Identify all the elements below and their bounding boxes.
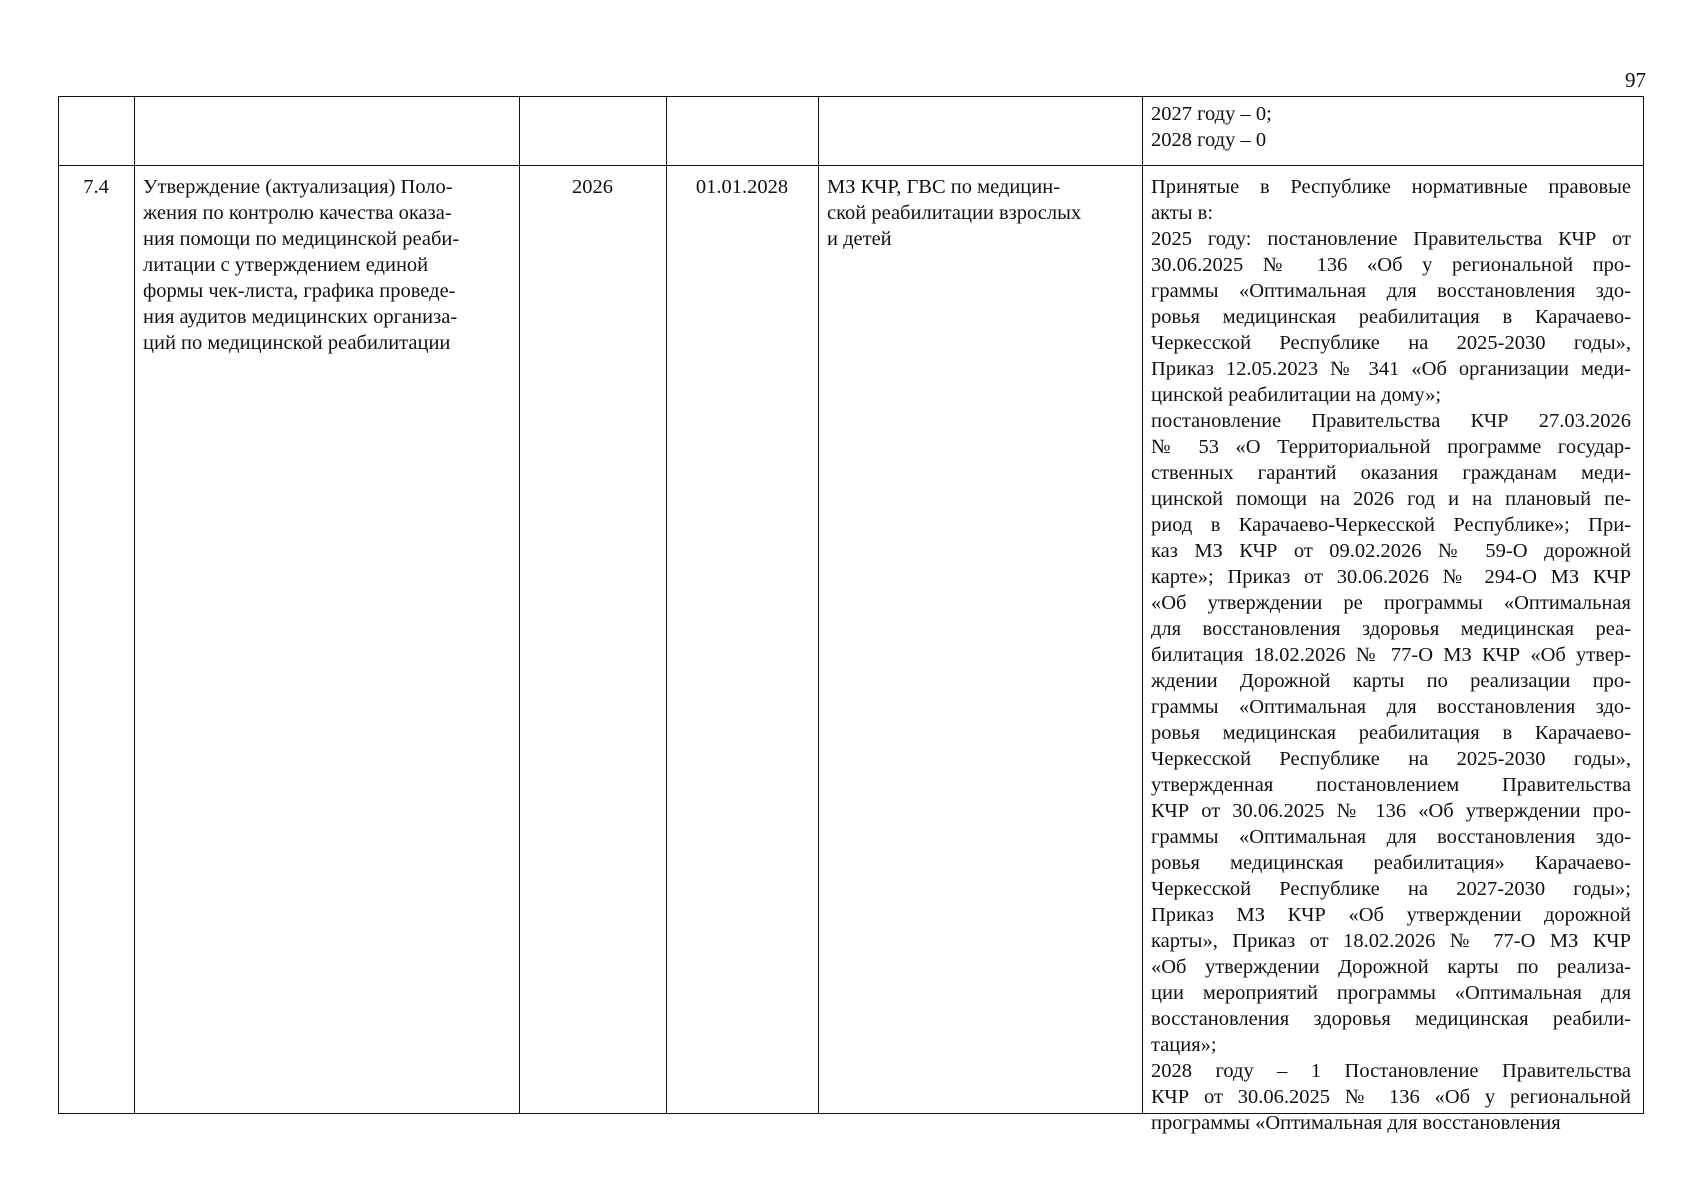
result-line: Черкесской Республике на 2025-2030 годы»,: [1151, 332, 1631, 354]
result-cell: [1151, 174, 1631, 1134]
responsible-cell: [827, 174, 1127, 252]
result-line: риод в Карачаево-Черкесской Республике»; При-: [1151, 514, 1631, 536]
responsible-line: и детей: [827, 228, 892, 250]
result-line: ровья медицинская реабилитация» Карачаево-: [1151, 852, 1631, 874]
table-top-border: [58, 96, 1644, 97]
result-line: «Об утверждении Дорожной карты по реализа-: [1151, 956, 1631, 978]
result-line: восстановления здоровья медицинская реабили-: [1151, 1008, 1631, 1030]
result-line: «Об утверждении ре программы «Оптимальная: [1151, 592, 1631, 614]
result-line: ждении Дорожной карты по реализации про-: [1151, 670, 1631, 692]
column-border: [58, 96, 59, 1114]
result-line: Черкесской Республике на 2025-2030 годы»,: [1151, 748, 1631, 770]
result-line: цинской помощи на 2026 год и на плановый пе-: [1151, 488, 1631, 510]
result-line: 2028 году – 1 Постановление Правительства: [1151, 1060, 1631, 1082]
column-border: [134, 96, 135, 1114]
activity-name-line: Утверждение (актуализация) Поло-: [143, 176, 453, 198]
end-date-cell: [666, 174, 818, 200]
column-border: [1643, 96, 1644, 1114]
result-line: КЧР от 30.06.2025 № 136 «Об у региональной: [1151, 1086, 1631, 1108]
page-number: 97: [1625, 68, 1646, 92]
start-year: 2026: [572, 176, 613, 198]
activity-name-line: жения по контролю качества оказа-: [143, 202, 452, 224]
activity-name-line: ций по медицинской реабилитации: [143, 332, 451, 354]
result-line: тация»;: [1151, 1034, 1217, 1056]
result-line: ровья медицинская реабилитация в Карачаево-: [1151, 306, 1631, 328]
result-line: Приказ 12.05.2023 № 341 «Об организации меди-: [1151, 358, 1631, 380]
result-line: ственных гарантий оказания гражданам меди-: [1151, 462, 1631, 484]
continuation-result-cell: [1151, 101, 1631, 153]
activity-name-cell: [143, 174, 503, 356]
result-line: программы «Оптимальная для восстановления: [1151, 1112, 1561, 1134]
result-line: № 53 «О Территориальной программе государ-: [1151, 436, 1631, 458]
result-line: 2025 году: постановление Правительства КЧР от: [1151, 228, 1631, 250]
result-line: ции мероприятий программы «Оптимальная для: [1151, 982, 1631, 1004]
document-table: [58, 96, 1644, 1134]
result-line: постановление Правительства КЧР 27.03.2026: [1151, 410, 1631, 432]
result-line: граммы «Оптимальная для восстановления здо-: [1151, 280, 1631, 302]
end-date: 01.01.2028: [695, 176, 789, 198]
column-border: [818, 96, 819, 1114]
result-line: Принятые в Республике нормативные правовые: [1151, 176, 1631, 198]
column-border: [1142, 96, 1143, 1114]
result-line: акты в:: [1151, 202, 1214, 224]
result-line: граммы «Оптимальная для восстановления здо-: [1151, 696, 1631, 718]
row-number-cell: [58, 174, 134, 200]
activity-name-line: литации с утверждением единой: [143, 254, 429, 276]
activity-name-line: формы чек-листа, графика проведе-: [143, 280, 456, 302]
result-line: билитация 18.02.2026 № 77-О МЗ КЧР «Об утвер-: [1151, 644, 1631, 666]
result-line: Черкесской Республике на 2027-2030 годы»;: [1151, 878, 1631, 900]
result-line: КЧР от 30.06.2025 № 136 «Об утверждении про-: [1151, 800, 1631, 822]
result-line: ровья медицинская реабилитация в Карачаево-: [1151, 722, 1631, 744]
result-line: утвержденная постановлением Правительства: [1151, 774, 1631, 796]
activity-name-line: ния аудитов медицинских организа-: [143, 306, 458, 328]
start-year-cell: [519, 174, 666, 200]
responsible-line: ской реабилитации взрослых: [827, 202, 1082, 224]
result-line: 30.06.2025 № 136 «Об у региональной про-: [1151, 254, 1631, 276]
responsible-line: МЗ КЧР, ГВС по медицин-: [827, 176, 1061, 198]
result-line: Приказ МЗ КЧР «Об утверждении дорожной: [1151, 904, 1631, 926]
activity-name-line: ния помощи по медицинской реаби-: [143, 228, 460, 250]
result-line: карты», Приказ от 18.02.2026 № 77-О МЗ КЧР: [1151, 930, 1631, 952]
result-line: для восстановления здоровья медицинская реа-: [1151, 618, 1631, 640]
continuation-line: 2027 году – 0;: [1151, 103, 1272, 125]
continuation-line: 2028 году – 0: [1151, 129, 1267, 151]
result-line: цинской реабилитации на дому»;: [1151, 384, 1442, 406]
row-number: 7.4: [83, 176, 109, 198]
column-border: [519, 96, 520, 1114]
result-line: карте»; Приказ от 30.06.2026 № 294-О МЗ КЧР: [1151, 566, 1631, 588]
result-line: каз МЗ КЧР от 09.02.2026 № 59-О дорожной: [1151, 540, 1631, 562]
row-divider: [58, 165, 1644, 166]
result-line: граммы «Оптимальная для восстановления здо-: [1151, 826, 1631, 848]
column-border: [666, 96, 667, 1114]
